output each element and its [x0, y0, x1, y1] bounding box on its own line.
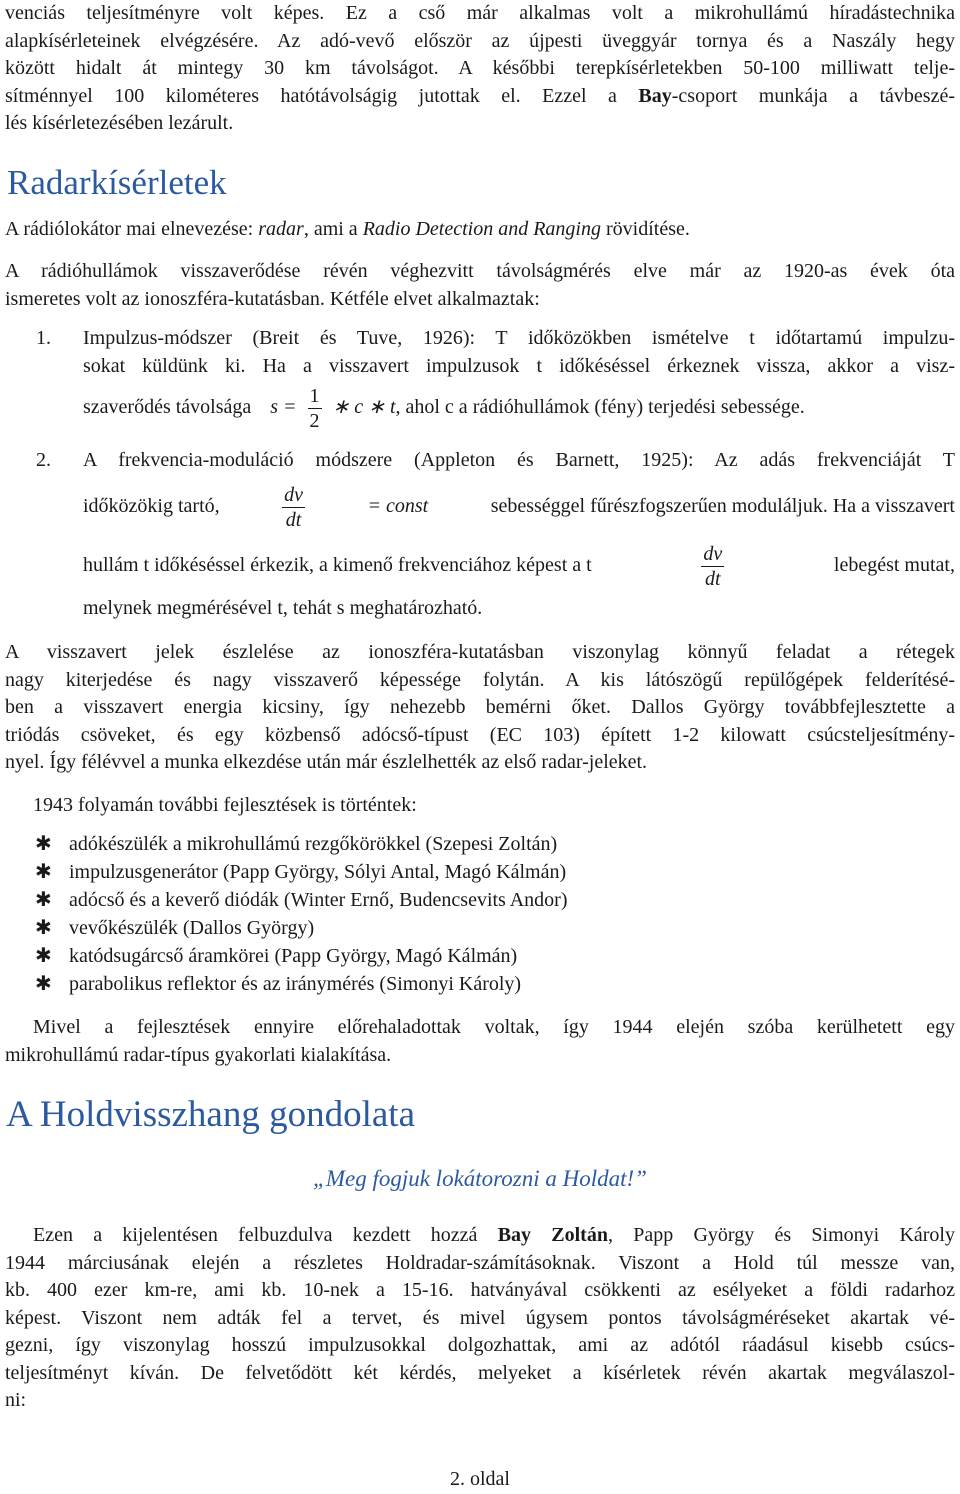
text-line: triódás csöveket, és egy közbenső adócső-típust (EC 103) épített 1-2 kilowatt csúcsteljesítmény-: [5, 723, 955, 746]
radar-principle-paragraph: [5, 258, 955, 313]
text-line: sokat küldünk ki. Ha a visszavert impulzusok t időkéséssel érkeznek vissza, akkor a visz-: [83, 354, 955, 377]
intro-paragraph: [5, 0, 955, 138]
text-line: gezni, így viszonylag hosszú impulzusokkal dolgozhattak, ami az adótól ráadásul kisebb csúcs-: [5, 1334, 955, 1356]
list-item-text: adókészülék a mikrohullámú rezgőkörökkel (Szepesi Zoltán): [69, 833, 558, 855]
text-line: A visszavert jelek észlelése az ionoszféra-kutatásban viszonylag könnyű feladat a rétegek: [5, 641, 955, 663]
fraction-denominator: dt: [705, 567, 721, 590]
fraction-denominator: 2: [309, 410, 320, 432]
fraction-numerator: dv: [284, 483, 304, 506]
list-item-text: impulzusgenerátor (Papp György, Sólyi Antal, Magó Kálmán): [69, 861, 567, 883]
item-number: 1.: [36, 327, 51, 349]
text-line: mikrohullámú radar-típus gyakorlati kialakítása.: [5, 1043, 392, 1066]
text-span: rövidítése.: [600, 218, 690, 240]
asterisk-bullet-icon: ✱: [35, 833, 52, 855]
text-line: [5, 1222, 955, 1250]
text-line: [5, 216, 955, 244]
text-span: hullám t időkéséssel érkezik, a kimenő frekvenciához képest a t: [83, 554, 592, 577]
formula-line: [83, 384, 955, 433]
item-body: [83, 325, 955, 433]
asterisk-bullet-icon: ✱: [35, 973, 52, 995]
formula-rhs: ∗ c ∗ t: [332, 396, 396, 419]
formula-line: [83, 483, 955, 532]
term-radar: radar: [258, 218, 304, 240]
text-span: A rádiólokátor mai elnevezése:: [5, 218, 259, 240]
formula-fraction: [308, 384, 322, 433]
text-line: lés kísérletezésében lezárult.: [5, 112, 234, 134]
asterisk-bullet-icon: ✱: [35, 945, 52, 967]
text-line: kb. 400 ezer km-re, ami kb. 10-nek a 15-16. hatványával csökkenti az esélyeket a földi radarhoz: [5, 1279, 955, 1301]
bold-name: Bay Zoltán: [497, 1224, 608, 1246]
text-span: Ezen a kijelentésen felbuzdulva kezdett hozzá: [33, 1224, 498, 1246]
text-line: nyel. Így félévvel a munka elkezdése után már észlelhették az első radar-jeleket.: [5, 751, 648, 773]
text-span: , ami a: [303, 218, 363, 240]
bold-name: Bay: [638, 84, 672, 107]
method-item-1: [5, 325, 955, 465]
section-heading-radar: Radarkísérletek: [7, 163, 227, 202]
text-line: ni:: [5, 1389, 27, 1411]
developments-intro: [33, 792, 955, 820]
text-span: sebességgel fűrészfogszerűen moduláljuk. Ha a visszavert: [490, 495, 955, 518]
section-heading-moon-echo: A Holdvisszhang gondolata: [6, 1094, 416, 1135]
text-line: melynek megmérésével t, tehát s meghatározható.: [83, 596, 483, 619]
text-span: , ahol c a rádióhullámok (fény) terjedési sebessége.: [395, 396, 805, 419]
radar-definition-paragraph: [5, 216, 955, 244]
text-span: lebegést mutat,: [833, 554, 955, 577]
text-line: alapkísérleteinek elvégzésére. Az adó-vevő először az újpesti üveggyár tornya és a Naszály hegy: [5, 29, 955, 52]
text-line: nagy kiterjedése és nagy visszaverő képessége folytán. A kis látószögű repülőgépek felderítésé-: [5, 668, 955, 691]
text-line: 1943 folyamán további fejlesztések is történtek:: [33, 794, 417, 816]
item-body: [83, 447, 955, 622]
text-span: -csoport munkája a távbeszé-: [671, 84, 955, 107]
text-span: időközökig tartó,: [83, 495, 220, 518]
radar-summary-paragraph: [5, 1014, 955, 1069]
text-span: , Papp György és Simonyi Károly: [607, 1224, 955, 1246]
list-item-text: katódsugárcső áramkörei (Papp György, Magó Kálmán): [69, 945, 518, 967]
text-line: között hidalt át mintegy 30 km távolságot. A későbbi terepkísérletekben 50-100 milliwatt telje-: [5, 57, 955, 79]
fraction-numerator: 1: [309, 385, 320, 407]
text-line: ben a visszavert energia kicsiny, így nehezebb bemérni őket. Dallos György továbbfejlesztette a: [5, 696, 955, 718]
text-line: 1944 márciusának elején a részletes Holdradar-számításoknak. Viszont a Hold túl messze van,: [5, 1251, 955, 1274]
list-item-text: vevőkészülék (Dallos György): [69, 917, 315, 939]
list-item-text: adócső és a keverő diódák (Winter Ernő, Budencsevits Andor): [69, 889, 568, 911]
text-line: A rádióhullámok visszaverődése révén véghezvitt távolságmérés elve már az 1920-as évek óta: [5, 260, 955, 282]
text-line: [5, 83, 955, 111]
text-span: sítménnyel 100 kilométeres hatótávolságig jutottak el. Ezzel a: [5, 84, 639, 107]
formula-equals-const: = const: [367, 495, 429, 518]
asterisk-bullet-icon: ✱: [35, 861, 52, 883]
formula-line: [83, 542, 955, 591]
formula-lhs: s =: [270, 396, 297, 419]
formula-fraction: [701, 542, 724, 591]
motto-quote: „Meg fogjuk lokátorozni a Holdat!”: [313, 1166, 647, 1191]
text-span: szaverődés távolsága: [83, 396, 252, 419]
formula-fraction: [282, 483, 305, 532]
text-line: teljesítményt kíván. De felvetődött két kérdés, melyeket a kísérletek révén akartak megválaszol-: [5, 1361, 955, 1384]
text-line: ismeretes volt az ionoszféra-kutatásban. Kétféle elvet alkalmaztak:: [5, 287, 540, 310]
moon-paragraph: [5, 1222, 955, 1415]
text-line: Impulzus-módszer (Breit és Tuve, 1926): T időközökben ismételve t időtartamú impulzu-: [83, 327, 955, 349]
text-line: Mivel a fejlesztések ennyire előrehaladottak voltak, így 1944 elején szóba kerülhetett egy: [33, 1016, 955, 1038]
page-number: 2. oldal: [450, 1468, 510, 1490]
text-line: képest. Viszont nem adták fel a tervet, és mivel úgysem pontos távolságméréseket akartak vé-: [5, 1306, 955, 1329]
fraction-denominator: dt: [285, 508, 302, 531]
list-item-text: parabolikus reflektor és az iránymérés (Simonyi Károly): [69, 973, 522, 995]
term-expansion: Radio Detection and Ranging: [362, 218, 601, 240]
text-line: A frekvencia-moduláció módszere (Appleton és Barnett, 1925): Az adás frekvenciáját T: [83, 449, 955, 471]
asterisk-bullet-icon: ✱: [35, 889, 52, 911]
text-line: venciás teljesítményre volt képes. Ez a cső már alkalmas volt a mikrohullámú híradástechnika: [5, 2, 955, 24]
fraction-numerator: dv: [703, 542, 723, 565]
item-number: 2.: [36, 449, 51, 471]
detection-paragraph: [5, 639, 955, 777]
method-item-2: [5, 447, 955, 622]
asterisk-bullet-icon: ✱: [35, 917, 52, 939]
